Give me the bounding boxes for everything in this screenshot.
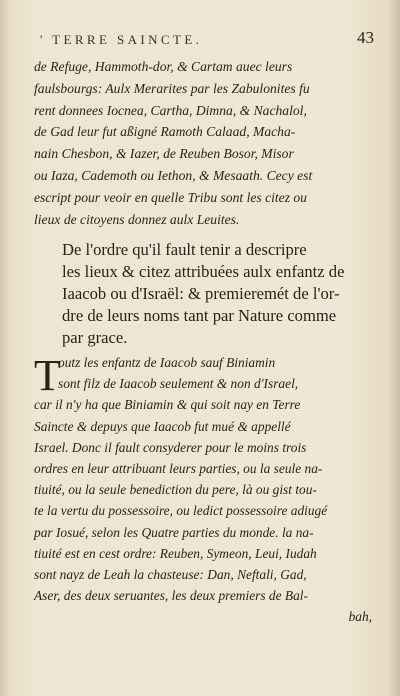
text-line: dre de leurs noms tant par Nature comme bbox=[62, 306, 337, 325]
text-line: escript pour veoir en quelle Tribu sont les citez ou bbox=[34, 189, 307, 205]
running-head: ' TERRE SAINCTE. bbox=[40, 32, 203, 47]
text-line: de Gad leur fut aßigné Ramoth Calaad, Macha- bbox=[34, 124, 296, 140]
text-line: sont filz de Iaacob seulement & non d'Israel, bbox=[58, 376, 299, 392]
text-line: ou Iaza, Cademoth ou Iethon, & Mesaath. Cecy est bbox=[34, 167, 313, 183]
text-line: tiuité est en cest ordre: Reuben, Symeon, Leui, Iudah bbox=[34, 545, 317, 561]
text-line: nain Chesbon, & Iazer, de Reuben Bosor, Misor bbox=[34, 146, 294, 162]
text-line: te la vertu du possessoire, ou ledict possessoire adiugé bbox=[34, 503, 328, 519]
text-line: Saincte & depuys que Iaacob fut mué & appellé bbox=[34, 418, 291, 434]
text-line: bah, bbox=[348, 609, 372, 625]
text-line: faulsbourgs: Aulx Merarites par les Zabulonites fu bbox=[34, 80, 310, 96]
section-heading-paragraph bbox=[62, 239, 370, 349]
text-line: rent donnees Iocnea, Cartha, Dimna, & Nachalol, bbox=[34, 102, 307, 118]
text-line: Iaacob ou d'Israël: & premieremét de l'or- bbox=[62, 284, 340, 303]
page-number: 43 bbox=[357, 28, 374, 47]
text-line: De l'ordre qu'il fault tenir a descripre bbox=[62, 240, 307, 259]
text-line: de Refuge, Hammoth-dor, & Cartam auec leurs bbox=[34, 59, 293, 74]
text-line: par grace. bbox=[62, 328, 128, 347]
gutter-shadow bbox=[0, 0, 10, 696]
text-line: les lieux & citez attribuées aulx enfantz de bbox=[62, 262, 345, 281]
text-line: car il n'y ha que Biniamin & qui soit nay en Terre bbox=[34, 397, 301, 413]
text-line: Aser, des deux seruantes, les deux premiers de Bal- bbox=[34, 588, 308, 604]
text-line: ordres en leur attribuant leurs parties, ou la seule na- bbox=[34, 461, 323, 477]
italic-paragraph bbox=[34, 56, 370, 230]
text-line: outz les enfantz de Iaacob sauf Biniamin bbox=[58, 355, 276, 370]
text-line: lieux de citoyens donnez aulx Leuites. bbox=[34, 211, 240, 227]
body-paragraph bbox=[34, 352, 372, 628]
text-line: Israel. Donc il fault consyderer pour le moins trois bbox=[34, 439, 307, 455]
page-header bbox=[40, 28, 374, 50]
drop-cap: T bbox=[34, 351, 61, 400]
text-line: par Iosué, selon les Quatre parties du monde. la na- bbox=[34, 524, 314, 540]
text-line: sont nayz de Leah la chasteuse: Dan, Neftali, Gad, bbox=[34, 567, 307, 583]
text-line: tiuité, ou la seule benediction du pere, là ou gist tou- bbox=[34, 482, 317, 498]
page-edge-shadow bbox=[388, 0, 400, 696]
